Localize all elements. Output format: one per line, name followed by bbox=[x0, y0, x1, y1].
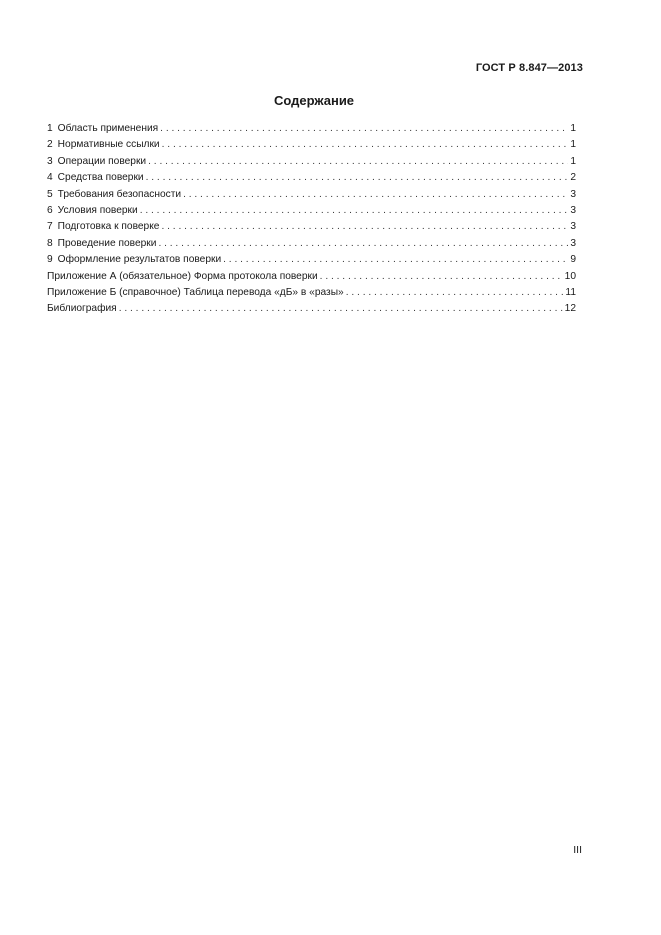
toc-entry-bibliography[interactable] bbox=[47, 301, 576, 317]
toc-entry-text: Операции поверки bbox=[57, 155, 147, 167]
toc-leader-dots bbox=[223, 252, 568, 268]
toc-entry-label bbox=[47, 203, 138, 219]
toc-entry-text: Нормативные ссылки bbox=[57, 139, 160, 151]
page-number: III bbox=[573, 844, 582, 856]
toc-leader-dots bbox=[160, 121, 568, 137]
toc-entry-page: 1 bbox=[570, 123, 576, 134]
toc-entry-8[interactable] bbox=[47, 236, 576, 252]
toc-entry-page: 1 bbox=[570, 139, 576, 151]
table-of-contents bbox=[47, 121, 576, 318]
toc-entry-page: 2 bbox=[570, 172, 576, 184]
document-code: ГОСТ Р 8.847—2013 bbox=[475, 62, 583, 74]
toc-entry-page: 3 bbox=[570, 221, 576, 233]
toc-leader-dots bbox=[148, 154, 568, 170]
toc-entry-page: 9 bbox=[570, 254, 576, 266]
toc-entry-label: Приложение А (обязательное) Форма протокола поверки bbox=[47, 270, 318, 282]
toc-leader-dots bbox=[146, 170, 569, 186]
toc-entry-number: 3 bbox=[47, 155, 53, 167]
toc-entry-number: 5 bbox=[47, 188, 53, 200]
toc-leader-dots bbox=[140, 203, 569, 219]
toc-entry-label bbox=[47, 219, 159, 235]
toc-entry-label bbox=[47, 170, 144, 186]
toc-entry-text: Подготовка к поверке bbox=[57, 221, 160, 233]
toc-entry-page: 12 bbox=[564, 303, 576, 315]
toc-entry-label bbox=[47, 121, 158, 137]
toc-entry-label bbox=[47, 187, 181, 203]
toc-entry-number: 2 bbox=[47, 139, 53, 151]
toc-entry-number: 1 bbox=[47, 123, 53, 134]
toc-entry-label: Библиография bbox=[47, 303, 117, 315]
toc-entry-7[interactable] bbox=[47, 219, 576, 235]
toc-entry-page: 1 bbox=[570, 155, 576, 167]
toc-entry-page: 10 bbox=[564, 270, 576, 282]
toc-entry-label bbox=[47, 154, 146, 170]
toc-entry-text: Область применения bbox=[57, 123, 159, 134]
toc-entry-text: Условия поверки bbox=[57, 204, 138, 216]
toc-entry-3[interactable] bbox=[47, 154, 576, 170]
toc-entry-4[interactable] bbox=[47, 170, 576, 186]
toc-entry-label bbox=[47, 236, 156, 252]
toc-entry-text: Проведение поверки bbox=[57, 237, 157, 249]
toc-title: Содержание bbox=[273, 93, 355, 108]
toc-entry-9[interactable] bbox=[47, 252, 576, 268]
toc-entry-5[interactable] bbox=[47, 187, 576, 203]
toc-leader-dots bbox=[161, 219, 568, 235]
toc-entry-page: 3 bbox=[570, 188, 576, 200]
toc-leader-dots bbox=[162, 137, 569, 153]
toc-entry-number: 4 bbox=[47, 172, 53, 184]
toc-entry-appendix-b[interactable] bbox=[47, 285, 576, 301]
toc-entry-number: 8 bbox=[47, 237, 53, 249]
toc-entry-page: 11 bbox=[565, 286, 576, 298]
toc-entry-number: 6 bbox=[47, 204, 53, 216]
toc-entry-1[interactable] bbox=[47, 121, 576, 137]
toc-entry-label: Приложение Б (справочное) Таблица перевода «дБ» в «разы» bbox=[47, 286, 344, 298]
toc-leader-dots bbox=[320, 269, 563, 285]
toc-entry-page: 3 bbox=[570, 237, 576, 249]
toc-leader-dots bbox=[158, 236, 568, 252]
toc-leader-dots bbox=[346, 285, 564, 301]
toc-entry-appendix-a[interactable] bbox=[47, 269, 576, 285]
toc-entry-number: 9 bbox=[47, 254, 53, 266]
toc-entry-6[interactable] bbox=[47, 203, 576, 219]
toc-leader-dots bbox=[119, 301, 563, 317]
toc-entry-text: Требования безопасности bbox=[57, 188, 182, 200]
toc-entry-page: 3 bbox=[570, 204, 576, 216]
toc-leader-dots bbox=[183, 187, 568, 203]
toc-entry-label bbox=[47, 252, 221, 268]
toc-entry-number: 7 bbox=[47, 221, 53, 233]
toc-entry-label bbox=[47, 137, 160, 153]
toc-entry-text: Оформление результатов поверки bbox=[57, 254, 222, 266]
toc-entry-text: Средства поверки bbox=[57, 172, 144, 184]
toc-entry-2[interactable] bbox=[47, 137, 576, 153]
